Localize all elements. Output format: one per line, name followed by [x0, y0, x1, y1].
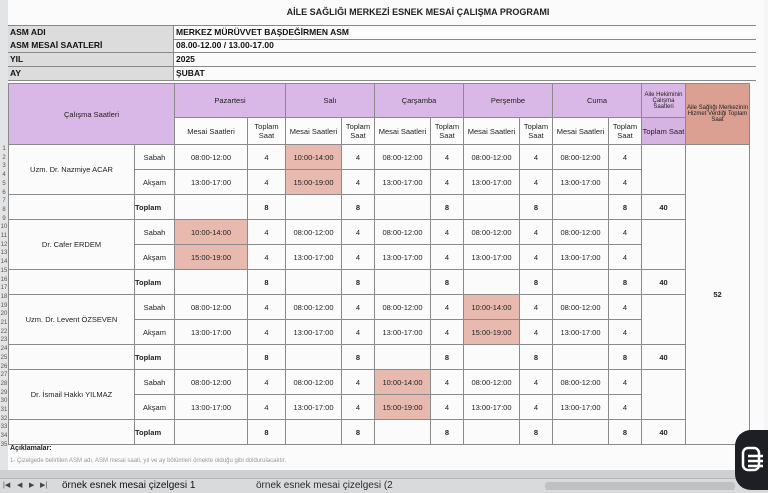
info-label: ASM MESAİ SAATLERİ	[8, 39, 174, 52]
row-number[interactable]: 31	[0, 407, 8, 413]
info-value: MERKEZ MÜRÜVVET BAŞDEĞİRMEN ASM	[176, 27, 349, 37]
info-row-asm-name[interactable]	[8, 25, 756, 40]
hours-total-cell[interactable]: 4	[342, 245, 375, 270]
doctor-total-cell[interactable]: 40	[642, 420, 686, 445]
hours-cell[interactable]: 08:00-12:00	[175, 145, 248, 170]
day-total-cell[interactable]: 8	[342, 345, 375, 370]
hours-total-cell[interactable]: 4	[609, 320, 642, 345]
shift-label-cell[interactable]: Sabah	[135, 220, 175, 245]
row-number[interactable]: 12	[0, 241, 8, 248]
row-number[interactable]: 4	[2, 172, 6, 179]
hours-total-cell[interactable]: 4	[520, 170, 553, 195]
sheet-footer	[8, 443, 764, 470]
hours-total-cell[interactable]: 4	[248, 170, 286, 195]
hours-total-cell[interactable]: 4	[431, 245, 464, 270]
row-number[interactable]: 3	[2, 163, 6, 170]
day-total-cell[interactable]: 8	[248, 420, 286, 445]
row-number[interactable]: 19	[0, 302, 8, 309]
day-total-cell[interactable]: 8	[609, 420, 642, 445]
doctor-hours-empty-cell[interactable]	[642, 370, 686, 420]
shift-label-cell[interactable]: Sabah	[135, 370, 175, 395]
schedule-row	[9, 220, 750, 245]
shift-label-cell[interactable]: Akşam	[135, 170, 175, 195]
center-total-cell[interactable]: 52	[686, 145, 750, 445]
status-strip	[0, 470, 768, 478]
row-number[interactable]: 17	[0, 285, 8, 292]
row-number[interactable]: 28	[0, 380, 8, 387]
first-sheet-icon[interactable]: |◀	[3, 482, 11, 489]
sub-header-mesai[interactable]: Mesai Saatleri	[175, 118, 248, 145]
schedule-row	[9, 145, 750, 170]
hours-cell[interactable]: 08:00-12:00	[464, 220, 520, 245]
hours-cell[interactable]: 13:00-17:00	[464, 245, 520, 270]
day-header-friday[interactable]: Cuma	[553, 84, 642, 118]
row-number[interactable]: 7	[2, 198, 6, 205]
sub-header-toplam[interactable]: Toplam Saat	[248, 118, 286, 145]
worksheet[interactable]	[8, 0, 764, 470]
empty-cell[interactable]	[375, 270, 431, 295]
doctor-name-spacer[interactable]	[9, 345, 135, 370]
row-number[interactable]: 1	[2, 146, 6, 152]
doctor-total-cell[interactable]: 40	[642, 195, 686, 220]
hours-total-cell[interactable]: 4	[248, 320, 286, 345]
info-value: 2025	[176, 54, 195, 64]
total-row	[9, 270, 750, 295]
row-number[interactable]: 24	[0, 346, 8, 353]
sheet-tab-bar	[0, 478, 768, 493]
doctor-total-cell[interactable]: 40	[642, 270, 686, 295]
row-number[interactable]: 32	[0, 415, 8, 422]
day-total-cell[interactable]: 8	[431, 195, 464, 220]
empty-cell[interactable]	[175, 270, 248, 295]
hours-cell[interactable]: 13:00-17:00	[375, 245, 431, 270]
empty-cell[interactable]	[175, 195, 248, 220]
info-label: AY	[8, 67, 174, 80]
row-number[interactable]: 8	[2, 206, 6, 213]
hours-cell[interactable]: 13:00-17:00	[553, 245, 609, 270]
prev-sheet-icon[interactable]: ◀	[17, 482, 23, 489]
hours-total-cell[interactable]: 4	[520, 145, 553, 170]
hours-total-cell[interactable]: 4	[609, 395, 642, 420]
hours-cell[interactable]: 13:00-17:00	[553, 170, 609, 195]
hours-cell[interactable]: 13:00-17:00	[553, 320, 609, 345]
day-total-cell[interactable]: 8	[342, 195, 375, 220]
empty-cell[interactable]	[286, 270, 342, 295]
family-doctor-hours-header[interactable]: Aile Hekiminin Çalışma Saatleri	[642, 84, 686, 118]
doctor-hours-empty-cell[interactable]	[642, 220, 686, 270]
empty-cell[interactable]	[175, 420, 248, 445]
empty-cell[interactable]	[464, 345, 520, 370]
hours-total-cell[interactable]: 4	[520, 320, 553, 345]
row-number[interactable]: 9	[2, 215, 6, 222]
hours-total-cell[interactable]: 4	[431, 145, 464, 170]
info-value: 08.00-12.00 / 13.00-17.00	[176, 40, 274, 50]
hours-total-cell[interactable]: 4	[609, 245, 642, 270]
day-total-cell[interactable]: 8	[520, 195, 553, 220]
hours-cell[interactable]: 08:00-12:00	[464, 145, 520, 170]
day-total-cell[interactable]: 8	[609, 195, 642, 220]
hours-cell[interactable]: 10:00-14:00	[175, 220, 248, 245]
empty-cell[interactable]	[464, 420, 520, 445]
sheet-tab-1[interactable]: örnek esnek mesai çizelgesi 1	[62, 480, 196, 491]
row-number[interactable]: 21	[0, 320, 8, 326]
day-header-wednesday[interactable]: Çarşamba	[375, 84, 464, 118]
day-total-cell[interactable]: 8	[431, 420, 464, 445]
hours-total-cell[interactable]: 4	[248, 145, 286, 170]
empty-cell[interactable]	[286, 420, 342, 445]
hours-cell[interactable]: 13:00-17:00	[175, 395, 248, 420]
hours-total-cell[interactable]: 4	[248, 370, 286, 395]
sub-header-family-total[interactable]: Toplam Saat	[642, 118, 686, 145]
sub-header-toplam[interactable]: Toplam Saat	[520, 118, 553, 145]
hours-total-cell[interactable]: 4	[342, 295, 375, 320]
hours-total-cell[interactable]: 4	[342, 370, 375, 395]
info-label: ASM ADI	[8, 26, 174, 39]
hours-cell[interactable]: 08:00-12:00	[175, 370, 248, 395]
hours-cell[interactable]: 15:00-19:00	[464, 320, 520, 345]
row-number[interactable]: 27	[0, 372, 8, 379]
empty-cell[interactable]	[553, 195, 609, 220]
row-number[interactable]: 10	[0, 224, 8, 231]
row-number[interactable]: 25	[0, 354, 8, 361]
hours-cell[interactable]: 08:00-12:00	[375, 220, 431, 245]
day-total-cell[interactable]: 8	[520, 420, 553, 445]
row-number[interactable]: 13	[0, 250, 8, 257]
day-header-tuesday[interactable]: Salı	[286, 84, 375, 118]
total-label-cell[interactable]: Toplam	[135, 195, 175, 220]
info-value: ŞUBAT	[176, 68, 205, 78]
sub-header-toplam[interactable]: Toplam Saat	[609, 118, 642, 145]
hours-cell[interactable]: 08:00-12:00	[286, 220, 342, 245]
hours-total-cell[interactable]: 4	[609, 220, 642, 245]
day-header-monday[interactable]: Pazartesi	[175, 84, 286, 118]
row-number[interactable]: 5	[2, 180, 6, 187]
day-total-cell[interactable]: 8	[342, 420, 375, 445]
hours-cell[interactable]: 15:00-19:00	[286, 170, 342, 195]
hours-total-cell[interactable]: 4	[342, 220, 375, 245]
total-label-cell[interactable]: Toplam	[135, 270, 175, 295]
notes-heading: Açıklamalar:	[10, 445, 52, 452]
hours-cell[interactable]: 08:00-12:00	[553, 145, 609, 170]
last-sheet-icon[interactable]: ▶|	[40, 482, 48, 489]
hours-cell[interactable]: 15:00-19:00	[375, 395, 431, 420]
doctor-name-spacer[interactable]	[9, 195, 135, 220]
row-number[interactable]: 16	[0, 276, 8, 283]
info-row-year[interactable]	[8, 53, 756, 67]
row-number[interactable]: 26	[0, 363, 8, 370]
day-total-cell[interactable]: 8	[520, 345, 553, 370]
doctor-name-cell[interactable]: Uzm. Dr. Nazmiye ACAR	[9, 145, 135, 195]
hours-cell[interactable]: 08:00-12:00	[175, 295, 248, 320]
schedule-row	[9, 295, 750, 320]
day-header-thursday[interactable]: Perşembe	[464, 84, 553, 118]
empty-cell[interactable]	[553, 270, 609, 295]
hours-cell[interactable]: 13:00-17:00	[175, 320, 248, 345]
sheet-title: AİLE SAĞLIĞI MERKEZİ ESNEK MESAİ ÇALIŞMA PROGRAMI	[286, 7, 550, 17]
hours-total-cell[interactable]: 4	[431, 170, 464, 195]
hours-cell[interactable]: 08:00-12:00	[553, 370, 609, 395]
row-number[interactable]: 35	[0, 441, 8, 448]
sub-header-mesai[interactable]: Mesai Saatleri	[464, 118, 520, 145]
floating-menu-button[interactable]	[735, 430, 768, 490]
hours-total-cell[interactable]: 4	[248, 220, 286, 245]
hours-cell[interactable]: 10:00-14:00	[286, 145, 342, 170]
hours-total-cell[interactable]: 4	[520, 395, 553, 420]
shift-label-cell[interactable]: Sabah	[135, 145, 175, 170]
hours-total-cell[interactable]: 4	[520, 220, 553, 245]
shift-label-cell[interactable]: Akşam	[135, 320, 175, 345]
empty-cell[interactable]	[553, 345, 609, 370]
shift-label-cell[interactable]: Akşam	[135, 395, 175, 420]
hours-cell[interactable]: 08:00-12:00	[375, 295, 431, 320]
doctor-name-cell[interactable]: Uzm. Dr. Levent ÖZSEVEN	[9, 295, 135, 345]
row-number[interactable]: 34	[0, 433, 8, 440]
hours-total-cell[interactable]: 4	[248, 295, 286, 320]
hours-total-cell[interactable]: 4	[342, 320, 375, 345]
hours-cell[interactable]: 13:00-17:00	[464, 395, 520, 420]
hours-total-cell[interactable]: 4	[248, 395, 286, 420]
day-total-cell[interactable]: 8	[248, 345, 286, 370]
center-total-header[interactable]: Aile Sağlığı Merkezinin Hizmet Verdiği Toplam Saat	[686, 84, 750, 145]
hours-total-cell[interactable]: 4	[248, 245, 286, 270]
day-total-cell[interactable]: 8	[431, 270, 464, 295]
row-number[interactable]: 23	[0, 337, 8, 344]
info-row-month[interactable]	[8, 67, 756, 81]
day-total-cell[interactable]: 8	[248, 270, 286, 295]
sub-header-mesai[interactable]: Mesai Saatleri	[553, 118, 609, 145]
doctor-total-cell[interactable]: 40	[642, 345, 686, 370]
hours-total-cell[interactable]: 4	[609, 145, 642, 170]
row-number[interactable]: 11	[0, 233, 8, 239]
doctor-name-cell[interactable]: Dr. Cafer ERDEM	[9, 220, 135, 270]
day-total-cell[interactable]: 8	[609, 270, 642, 295]
row-number[interactable]: 14	[0, 259, 8, 266]
hours-total-cell[interactable]: 4	[520, 245, 553, 270]
row-number[interactable]: 30	[0, 398, 8, 405]
day-total-cell[interactable]: 8	[342, 270, 375, 295]
hours-cell[interactable]: 13:00-17:00	[464, 170, 520, 195]
total-row	[9, 195, 750, 220]
hours-total-cell[interactable]: 4	[609, 370, 642, 395]
row-number[interactable]: 2	[2, 154, 6, 161]
doctor-name-cell[interactable]: Dr. İsmail Hakkı YILMAZ	[9, 370, 135, 420]
hours-cell[interactable]: 13:00-17:00	[286, 395, 342, 420]
hours-cell[interactable]: 08:00-12:00	[553, 295, 609, 320]
hours-cell[interactable]: 13:00-17:00	[375, 320, 431, 345]
empty-cell[interactable]	[464, 270, 520, 295]
empty-cell[interactable]	[553, 420, 609, 445]
doctor-name-spacer[interactable]	[9, 420, 135, 445]
total-row	[9, 420, 750, 445]
hours-total-cell[interactable]: 4	[520, 370, 553, 395]
hours-total-cell[interactable]: 4	[520, 295, 553, 320]
doctor-hours-empty-cell[interactable]	[642, 295, 686, 345]
empty-cell[interactable]	[286, 345, 342, 370]
empty-cell[interactable]	[375, 195, 431, 220]
row-number[interactable]: 33	[0, 424, 8, 431]
doctor-name-spacer[interactable]	[9, 270, 135, 295]
day-total-cell[interactable]: 8	[520, 270, 553, 295]
sub-header-mesai[interactable]: Mesai Saatleri	[286, 118, 342, 145]
hours-cell[interactable]: 08:00-12:00	[286, 370, 342, 395]
hours-cell[interactable]: 13:00-17:00	[286, 320, 342, 345]
day-total-cell[interactable]: 8	[248, 195, 286, 220]
sub-header-toplam[interactable]: Toplam Saat	[342, 118, 375, 145]
hours-cell[interactable]: 13:00-17:00	[286, 245, 342, 270]
shift-label-cell[interactable]: Akşam	[135, 245, 175, 270]
hours-total-cell[interactable]: 4	[431, 295, 464, 320]
info-row-hours[interactable]	[8, 39, 756, 53]
hours-cell[interactable]: 08:00-12:00	[375, 145, 431, 170]
row-number[interactable]: 6	[2, 189, 6, 196]
horizontal-scrollbar[interactable]	[545, 482, 735, 490]
row-number[interactable]: 22	[0, 328, 8, 335]
empty-cell[interactable]	[464, 195, 520, 220]
empty-cell[interactable]	[286, 195, 342, 220]
schedule-table[interactable]	[8, 83, 750, 445]
day-total-cell[interactable]: 8	[609, 345, 642, 370]
info-label: YIL	[8, 53, 174, 66]
hours-cell[interactable]: 10:00-14:00	[464, 295, 520, 320]
schedule-row	[9, 370, 750, 395]
total-row	[9, 345, 750, 370]
document-menu-icon	[741, 445, 765, 475]
row-number[interactable]: 20	[0, 311, 8, 318]
hours-cell[interactable]: 08:00-12:00	[464, 370, 520, 395]
hours-cell[interactable]: 13:00-17:00	[553, 395, 609, 420]
hours-total-cell[interactable]: 4	[609, 170, 642, 195]
hours-total-cell[interactable]: 4	[342, 145, 375, 170]
row-number[interactable]: 18	[0, 293, 8, 300]
shift-label-cell[interactable]: Sabah	[135, 295, 175, 320]
empty-cell[interactable]	[375, 345, 431, 370]
hours-total-cell[interactable]: 4	[431, 395, 464, 420]
empty-cell[interactable]	[175, 345, 248, 370]
row-number[interactable]: 15	[0, 267, 8, 274]
hours-total-cell[interactable]: 4	[431, 370, 464, 395]
total-label-cell[interactable]: Toplam	[135, 345, 175, 370]
hours-total-cell[interactable]: 4	[609, 295, 642, 320]
next-sheet-icon[interactable]: ▶	[29, 482, 35, 489]
hours-cell[interactable]: 10:00-14:00	[375, 370, 431, 395]
hours-cell[interactable]: 15:00-19:00	[175, 245, 248, 270]
empty-cell[interactable]	[375, 420, 431, 445]
total-label-cell[interactable]: Toplam	[135, 420, 175, 445]
sheet-tab-2[interactable]: örnek esnek mesai çizelgesi (2	[256, 480, 393, 491]
doctor-hours-empty-cell[interactable]	[642, 145, 686, 195]
day-total-cell[interactable]: 8	[431, 345, 464, 370]
row-number[interactable]: 29	[0, 389, 8, 396]
working-hours-header[interactable]: Çalışma Saatleri	[9, 84, 175, 145]
notes-text: 1- Çizelgede belirtilen ASM adı, ASM mesai saati, yıl ve ay bölümleri örnekte olduğu gibi doldurulacaktır.	[10, 458, 287, 464]
sub-header-toplam[interactable]: Toplam Saat	[431, 118, 464, 145]
hours-cell[interactable]: 08:00-12:00	[553, 220, 609, 245]
hours-total-cell[interactable]: 4	[431, 320, 464, 345]
hours-total-cell[interactable]: 4	[342, 170, 375, 195]
hours-cell[interactable]: 13:00-17:00	[375, 170, 431, 195]
hours-cell[interactable]: 13:00-17:00	[175, 170, 248, 195]
hours-total-cell[interactable]: 4	[431, 220, 464, 245]
sub-header-mesai[interactable]: Mesai Saatleri	[375, 118, 431, 145]
hours-total-cell[interactable]: 4	[342, 395, 375, 420]
hours-cell[interactable]: 08:00-12:00	[286, 295, 342, 320]
